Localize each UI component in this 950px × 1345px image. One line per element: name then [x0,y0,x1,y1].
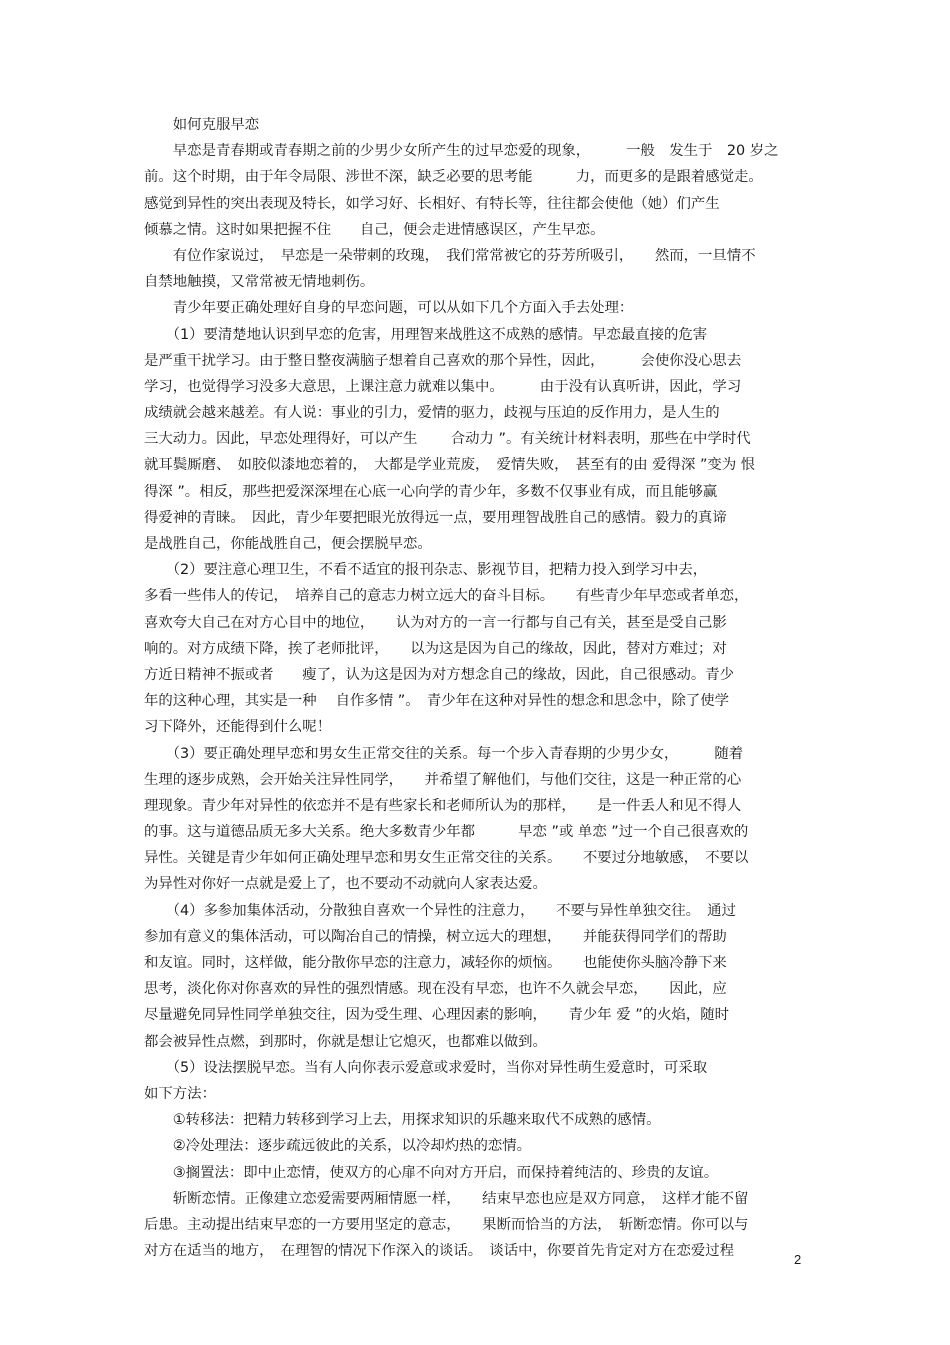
text-line: 斩断恋情。正像建立恋爱需要两厢情愿一样， 结束早恋也应是双方同意， 这样才能不留 [144,1190,749,1207]
text-line: ③搁置法：即中止恋情，使双方的心扉不向对方开启，而保持着纯洁的、珍贵的友谊。 [144,1164,719,1181]
text-line: 方近日精神不振或者 瘦了，认为这是因为对方想念自己的缘故，因此，自己很感动。青少 [144,666,735,683]
text-line: 为异性对你好一点就是爱上了，也不要动不动就向人家表达爱。 [144,876,547,893]
text-line: 前。这个时期，由于年令局限、涉世不深，缺乏必要的思考能 力，而更多的是跟着感觉走。 [144,169,763,186]
text-line: 年的这种心理，其实是一种 自作多情 ”。 青少年在这种对异性的想念和思念中，除了使学 [144,693,730,710]
text-line: 习下降外，还能得到什么呢！ [144,719,332,736]
text-line: 响的。对方成绩下降，挨了老师批评， 以为这是因为自己的缘故，因此，替对方难过；对 [144,640,727,657]
text-line: 自禁地触摸，又常常被无情地刺伤。 [144,274,375,291]
text-line: 尽量避免同异性同学单独交往，因为受生理、心理因素的影响， 青少年 爱 ”的火焰，随时 [144,1007,730,1024]
text-line: 理现象。青少年对异性的依恋并不是有些家长和老师所认为的那样， 是一件丢人和见不得人 [144,797,742,814]
text-line: 是严重干扰学习。由于整日整夜满脑子想着自己喜欢的那个异性，因此， 会使你没心思去 [144,352,742,369]
text-line: （1）要清楚地认识到早恋的危害，用理智来战胜这不成熟的感情。早恋最直接的危害 [144,326,708,343]
text-line: 三大动力。因此，早恋处理得好，可以产生 合动力 ”。有关统计材料表明，那些在中学时代 [144,431,751,448]
text-line: 青少年要正确处理好自身的早恋问题，可以从如下几个方面入手去处理： [144,300,634,317]
text-line: 是战胜自己，你能战胜自己，便会摆脱早恋。 [144,536,432,552]
text-line: 多看一些伟人的传记， 培养自己的意志力树立远大的奋斗目标。 有些青少年早恋或者单恋， [144,588,749,605]
text-line: 如下方法： [144,1085,216,1102]
document-title: 如何克服早恋 [144,117,260,133]
text-line: ①转移法：把精力转移到学习上去，用探求知识的乐趣来取代不成熟的感情。 [144,1112,661,1129]
text-line: （4）多参加集体活动，分散独自喜欢一个异性的注意力， 不要与异性单独交往。 通过 [144,902,736,919]
text-line: 和友谊。同时，这样做，能分散你早恋的注意力，减轻你的烦恼。 也能使你头脑冷静下来 [144,955,727,971]
text-line: 都会被异性点燃，到那时，你就是想让它熄灭，也都难以做到。 [144,1033,547,1050]
text-line: 思考，淡化你对你喜欢的异性的强烈情感。现在没有早恋，也许不久就会早恋， 因此，应 [144,981,727,998]
text-line: 参加有意义的集体活动，可以陶冶自己的情操，树立远大的理想， 并能获得同学们的帮助 [144,928,727,945]
text-line: 的事。这与道德品质无多大关系。绝大多数青少年都 早恋 ”或 单恋 ”过一个自己很喜欢的 [144,824,749,841]
text-line: 得爱神的青睐。 因此，青少年要把眼光放得远一点，要用理智战胜自己的感情。毅力的真谛 [144,509,727,526]
text-line: 后患。主动提出结束早恋的一方要用坚定的意志， 果断而恰当的方法， 斩断恋情。你可以与 [144,1216,749,1233]
text-line: 喜欢夸大自己在对方心目中的地位， 认为对方的一言一行都与自己有关，甚至是受自己影 [144,614,727,631]
text-line: 生理的逐步成熟，会开始关注异性同学， 并希望了解他们，与他们交往，这是一种正常的心 [144,771,742,788]
text-line: 异性。关键是青少年如何正确处理早恋和男女生正常交往的关系。 不要过分地敏感， 不要以 [144,850,749,867]
text-line: ②冷处理法：逐步疏远彼此的关系，以冷却灼热的恋情。 [144,1138,532,1155]
text-line: （2）要注意心理卫生，不看不适宜的报刊杂志、影视节目，把精力投入到学习中去， [144,562,708,579]
text-line: 早恋是青春期或青春期之前的少男少女所产生的过早恋爱的现象， 一般 发生于 20 岁之 [144,143,779,160]
document-body [144,112,806,1264]
text-line: （3）要正确处理早恋和男女生正常交往的关系。每一个步入青春期的少男少女， 随着 [144,745,744,762]
text-line: 学习，也觉得学习没多大意思，上课注意力就难以集中。 由于没有认真听讲，因此，学习 [144,378,742,395]
text-line: 对方在适当的地方， 在理智的情况下作深入的谈话。 谈话中，你要首先肯定对方在恋爱过程 [144,1243,735,1260]
text-line: 就耳鬓厮磨、 如胶似漆地恋着的， 大都是学业荒废， 爱情失败， 甚至有的由 爱得深 ”变为 恨 [144,457,756,474]
text-line: 得深 ”。相反，那些把爱深深埋在心底一心向学的青少年，多数不仅事业有成，而且能够赢 [144,483,718,500]
text-line: 感觉到异性的突出表现及特长，如学习好、长相好、有特长等，往往都会使他（她）们产生 [144,195,720,212]
text-line: 有位作家说过， 早恋是一朵带刺的玫瑰， 我们常常被它的芬芳所吸引， 然而，一旦情不 [144,247,756,264]
text-line: 倾慕之情。这时如果把握不住 自己，便会走进情感误区，产生早恋。 [144,221,605,238]
text-line: （5）设法摆脱早恋。当有人向你表示爱意或求爱时，当你对异性萌生爱意时，可采取 [144,1059,708,1076]
text-line: 成绩就会越来越差。有人说：事业的引力，爱情的驱力，歧视与压迫的反作用力，是人生的 [144,405,720,422]
page-number: 2 [794,1252,802,1267]
